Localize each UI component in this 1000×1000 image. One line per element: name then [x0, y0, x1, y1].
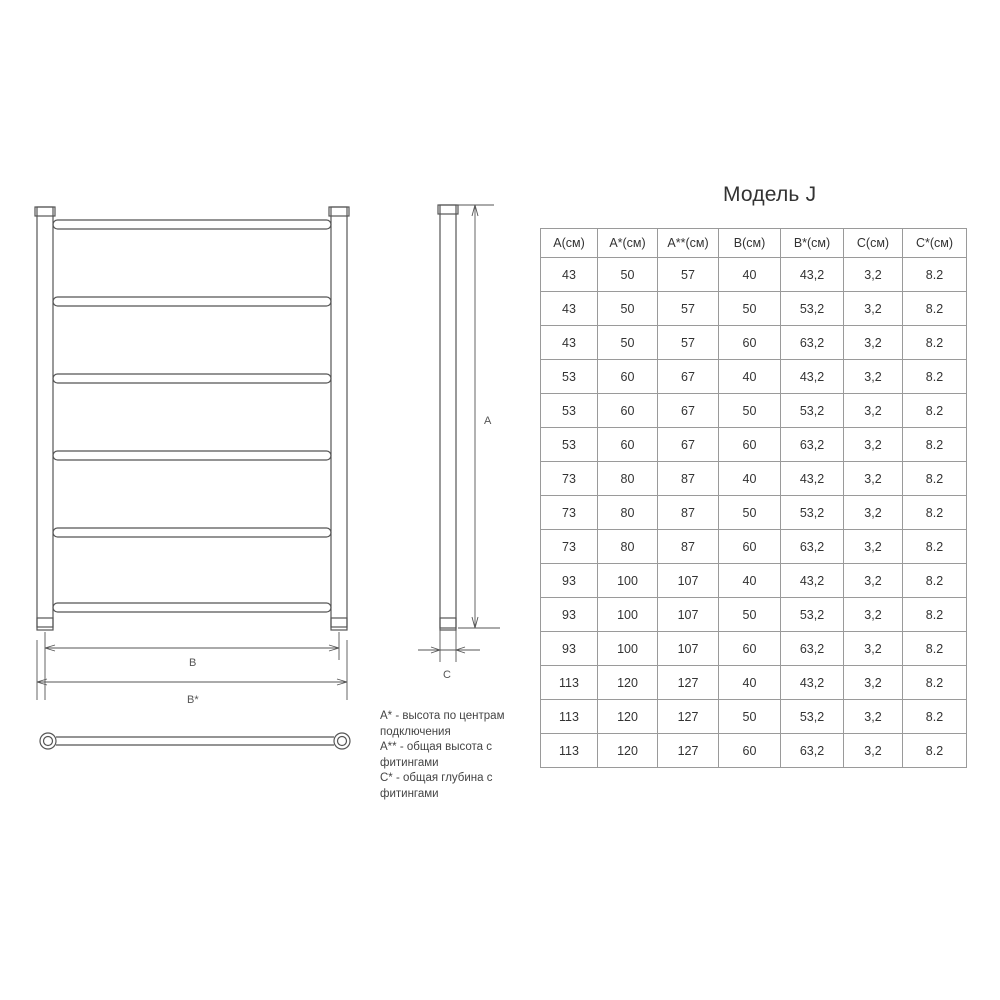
side-upright: [440, 205, 456, 628]
table-row: [541, 598, 967, 632]
side-top-cap: [438, 205, 458, 214]
table-row: [541, 292, 967, 326]
table-cell: 53,2: [781, 598, 844, 632]
legend-line: A** - общая высота с: [380, 741, 492, 753]
table-cell: 93: [541, 564, 598, 598]
table-row: [541, 462, 967, 496]
table-cell: 67: [658, 360, 719, 394]
table-cell: 63,2: [781, 428, 844, 462]
table-cell: 60: [719, 530, 781, 564]
table-cell: 40: [719, 462, 781, 496]
right-bottom-fitting: [331, 618, 347, 630]
table-cell: 107: [658, 598, 719, 632]
table-cell: 8.2: [903, 496, 967, 530]
legend-notes: [380, 709, 540, 802]
table-cell: 60: [598, 428, 658, 462]
table-cell: 53,2: [781, 292, 844, 326]
table-cell: 43,2: [781, 564, 844, 598]
table-cell: 100: [598, 564, 658, 598]
table-cell: 8.2: [903, 632, 967, 666]
table-cell: 8.2: [903, 700, 967, 734]
table-cell: 8.2: [903, 462, 967, 496]
left-bottom-fitting: [37, 618, 53, 630]
table-row: [541, 564, 967, 598]
table-cell: 40: [719, 360, 781, 394]
table-cell: 3,2: [844, 564, 903, 598]
table-cell: 63,2: [781, 530, 844, 564]
crossbars: [53, 220, 331, 612]
table-cell: 50: [719, 394, 781, 428]
table-cell: 57: [658, 292, 719, 326]
table-cell: 120: [598, 666, 658, 700]
table-cell: 3,2: [844, 530, 903, 564]
table-cell: 8.2: [903, 258, 967, 292]
table-row: [541, 496, 967, 530]
header-c: C(см): [844, 229, 903, 258]
table-cell: 87: [658, 496, 719, 530]
table-row: [541, 428, 967, 462]
side-view: [418, 205, 500, 662]
table-row: [541, 632, 967, 666]
table-cell: 60: [719, 428, 781, 462]
table-cell: 63,2: [781, 326, 844, 360]
label-b: B: [189, 657, 197, 669]
table-cell: 93: [541, 598, 598, 632]
table-body: [541, 258, 967, 768]
table-cell: 3,2: [844, 394, 903, 428]
table-cell: 127: [658, 666, 719, 700]
crossbar: [53, 297, 331, 306]
table-cell: 50: [719, 496, 781, 530]
table-cell: 3,2: [844, 632, 903, 666]
table-cell: 113: [541, 700, 598, 734]
table-cell: 57: [658, 326, 719, 360]
table-cell: 8.2: [903, 428, 967, 462]
table-cell: 43: [541, 292, 598, 326]
table-cell: 107: [658, 632, 719, 666]
table-cell: 8.2: [903, 564, 967, 598]
table-cell: 57: [658, 258, 719, 292]
table-cell: 8.2: [903, 598, 967, 632]
table-row: [541, 700, 967, 734]
table-cell: 40: [719, 666, 781, 700]
table-cell: 8.2: [903, 734, 967, 768]
header-a-star: A*(см): [598, 229, 658, 258]
table-cell: 113: [541, 734, 598, 768]
table-cell: 3,2: [844, 496, 903, 530]
left-top-cap: [35, 207, 55, 216]
table-row: [541, 360, 967, 394]
legend-line: фитингами: [380, 756, 439, 769]
table-cell: 3,2: [844, 326, 903, 360]
table-cell: 8.2: [903, 666, 967, 700]
legend-line: C* - общая глубина с: [380, 772, 493, 784]
crossbar: [53, 603, 331, 612]
legend-line: фитингами: [380, 787, 439, 800]
table-row: [541, 530, 967, 564]
right-upright: [331, 207, 347, 627]
table-cell: 8.2: [903, 530, 967, 564]
table-cell: 87: [658, 530, 719, 564]
header-b-star: B*(см): [781, 229, 844, 258]
table-cell: 3,2: [844, 360, 903, 394]
table-cell: 3,2: [844, 258, 903, 292]
table-cell: 80: [598, 462, 658, 496]
table-cell: 3,2: [844, 666, 903, 700]
table-cell: 50: [598, 258, 658, 292]
table-cell: 43,2: [781, 666, 844, 700]
top-view: [40, 733, 350, 749]
table-cell: 127: [658, 734, 719, 768]
header-a: A(см): [541, 229, 598, 258]
table-cell: 3,2: [844, 462, 903, 496]
table-cell: 100: [598, 598, 658, 632]
label-a: A: [484, 415, 492, 427]
right-top-cap: [329, 207, 349, 216]
table-cell: 63,2: [781, 632, 844, 666]
table-cell: 93: [541, 632, 598, 666]
table-cell: 3,2: [844, 598, 903, 632]
table-cell: 43: [541, 326, 598, 360]
spec-table: [540, 228, 967, 768]
crossbar: [53, 374, 331, 383]
table-cell: 120: [598, 734, 658, 768]
table-cell: 87: [658, 462, 719, 496]
table-cell: 113: [541, 666, 598, 700]
header-a-double-star: A**(см): [658, 229, 719, 258]
table-cell: 50: [719, 700, 781, 734]
top-view-left-end: [40, 733, 56, 749]
table-cell: 50: [719, 292, 781, 326]
table-row: [541, 258, 967, 292]
table-cell: 53,2: [781, 700, 844, 734]
crossbar: [53, 528, 331, 537]
table-header-row: [541, 229, 967, 258]
label-b-star: B*: [187, 694, 199, 706]
table-cell: 8.2: [903, 326, 967, 360]
table-cell: 3,2: [844, 292, 903, 326]
table-row: [541, 666, 967, 700]
table-cell: 50: [719, 598, 781, 632]
table-cell: 53,2: [781, 496, 844, 530]
table-cell: 50: [598, 326, 658, 360]
table-cell: 60: [719, 326, 781, 360]
crossbar: [53, 451, 331, 460]
front-view: [35, 207, 349, 630]
legend-line: A* - высота по центрам: [380, 710, 505, 722]
table-cell: 43,2: [781, 360, 844, 394]
top-view-right-end: [334, 733, 350, 749]
table-cell: 60: [598, 360, 658, 394]
table-cell: 3,2: [844, 700, 903, 734]
table-cell: 53: [541, 428, 598, 462]
table-cell: 53,2: [781, 394, 844, 428]
table-cell: 127: [658, 700, 719, 734]
table-row: [541, 326, 967, 360]
model-title: Модель J: [723, 183, 817, 206]
table-cell: 67: [658, 394, 719, 428]
header-c-star: C*(см): [903, 229, 967, 258]
table-cell: 53: [541, 360, 598, 394]
crossbar: [53, 220, 331, 229]
table-cell: 73: [541, 462, 598, 496]
table-cell: 3,2: [844, 734, 903, 768]
table-cell: 43,2: [781, 258, 844, 292]
legend-line: подключения: [380, 725, 451, 738]
table-row: [541, 394, 967, 428]
table-cell: 73: [541, 496, 598, 530]
table-cell: 73: [541, 530, 598, 564]
table-cell: 107: [658, 564, 719, 598]
label-c: C: [443, 669, 451, 681]
table-cell: 43: [541, 258, 598, 292]
table-cell: 63,2: [781, 734, 844, 768]
table-cell: 80: [598, 496, 658, 530]
table-cell: 53: [541, 394, 598, 428]
table-row: [541, 734, 967, 768]
table-cell: 40: [719, 564, 781, 598]
table-cell: 8.2: [903, 360, 967, 394]
table-cell: 43,2: [781, 462, 844, 496]
table-cell: 60: [719, 734, 781, 768]
table-cell: 8.2: [903, 394, 967, 428]
table-cell: 3,2: [844, 428, 903, 462]
table-cell: 40: [719, 258, 781, 292]
table-cell: 60: [719, 632, 781, 666]
left-upright: [37, 207, 53, 627]
table-cell: 8.2: [903, 292, 967, 326]
table-cell: 60: [598, 394, 658, 428]
table-cell: 80: [598, 530, 658, 564]
table-cell: 67: [658, 428, 719, 462]
table-cell: 50: [598, 292, 658, 326]
header-b: B(см): [719, 229, 781, 258]
table-cell: 120: [598, 700, 658, 734]
table-cell: 100: [598, 632, 658, 666]
